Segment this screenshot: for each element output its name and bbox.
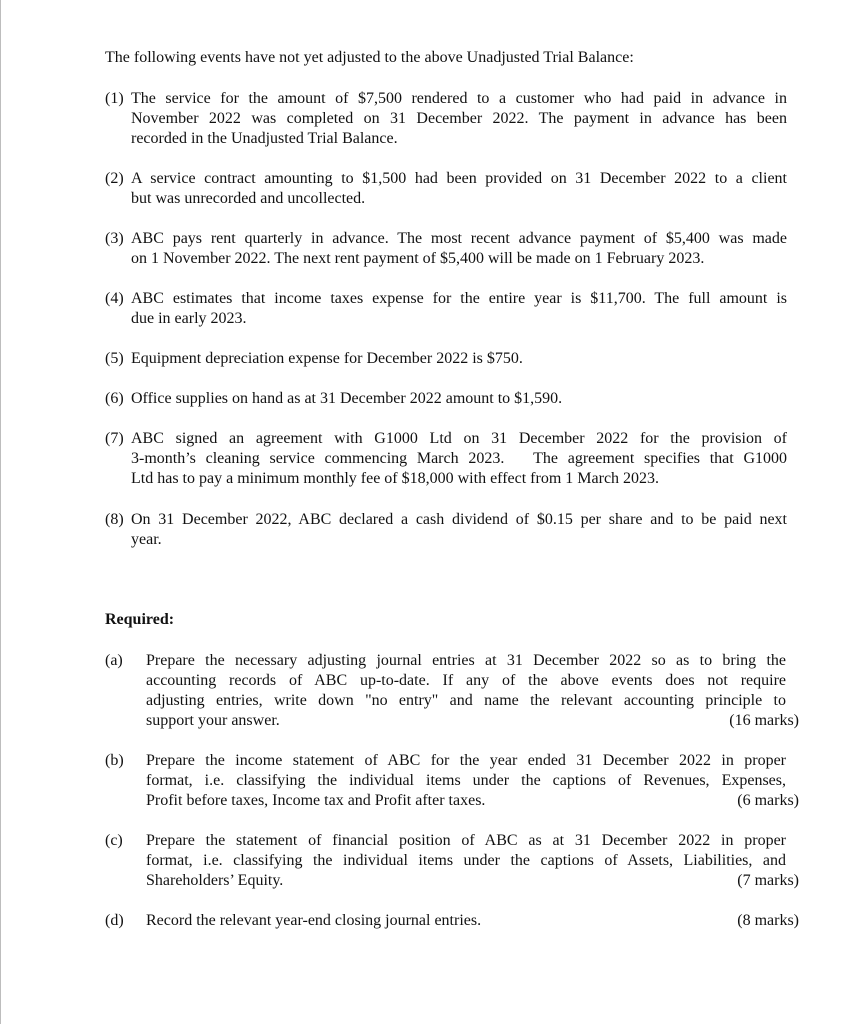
event-item-8 bbox=[105, 510, 787, 550]
event-line: Equipment depreciation expense for December 2022 is $750. bbox=[131, 350, 523, 367]
event-line: The service for the amount of $7,500 rendered to a customer who had paid in advance in bbox=[131, 90, 787, 107]
requirement-label: (b) bbox=[105, 752, 124, 769]
event-number: (1) bbox=[105, 90, 124, 107]
requirement-label: (d) bbox=[105, 912, 124, 929]
event-line: but was unrecorded and uncollected. bbox=[131, 190, 366, 207]
requirement-line: Prepare the statement of financial position of ABC as at 31 December 2022 in proper bbox=[146, 832, 786, 849]
event-line: due in early 2023. bbox=[131, 310, 247, 327]
event-number: (7) bbox=[105, 430, 124, 447]
event-number: (8) bbox=[105, 511, 124, 528]
event-line: On 31 December 2022, ABC declared a cash dividend of $0.15 per share and to be paid next bbox=[131, 511, 787, 528]
requirement-marks: (7 marks) bbox=[737, 872, 799, 889]
requirement-d bbox=[105, 911, 799, 931]
requirement-line: format, i.e. classifying the individual items under the captions of Revenues, Expenses, bbox=[146, 772, 786, 789]
requirement-a bbox=[105, 651, 799, 731]
requirement-line: Shareholders’ Equity. bbox=[146, 872, 284, 889]
requirement-b bbox=[105, 751, 799, 811]
requirement-line: accounting records of ABC up-to-date. If any of the above events does not require bbox=[146, 672, 786, 689]
event-line: 3-month’s cleaning service commencing March 2023. The agreement specifies that G1000 bbox=[131, 450, 787, 467]
event-line: Ltd has to pay a minimum monthly fee of $18,000 with effect from 1 March 2023. bbox=[131, 470, 660, 487]
event-number: (5) bbox=[105, 350, 124, 367]
requirement-line: Prepare the necessary adjusting journal entries at 31 December 2022 so as to bring the bbox=[146, 652, 786, 669]
event-item-3 bbox=[105, 229, 787, 269]
requirement-line: Prepare the income statement of ABC for the year ended 31 December 2022 in proper bbox=[146, 752, 786, 769]
event-number: (6) bbox=[105, 390, 124, 407]
requirement-marks: (16 marks) bbox=[729, 712, 799, 729]
event-line: A service contract amounting to $1,500 had been provided on 31 December 2022 to a client bbox=[131, 170, 787, 187]
requirement-marks: (8 marks) bbox=[737, 912, 799, 929]
event-line: ABC estimates that income taxes expense for the entire year is $11,700. The full amount is bbox=[131, 290, 787, 307]
event-number: (4) bbox=[105, 290, 124, 307]
event-item-1 bbox=[105, 89, 787, 149]
requirement-line: support your answer. bbox=[146, 712, 280, 729]
event-item-5 bbox=[105, 349, 787, 369]
event-line: recorded in the Unadjusted Trial Balance. bbox=[131, 130, 398, 147]
requirement-line: adjusting entries, write down "no entry" and name the relevant accounting principle to bbox=[146, 692, 786, 709]
event-item-2 bbox=[105, 169, 787, 209]
requirement-label: (a) bbox=[105, 652, 123, 669]
requirement-label: (c) bbox=[105, 832, 123, 849]
event-item-6 bbox=[105, 389, 787, 409]
event-item-4 bbox=[105, 289, 787, 329]
event-item-7 bbox=[105, 429, 787, 489]
required-heading: Required: bbox=[105, 611, 175, 628]
event-line: on 1 November 2022. The next rent payment of $5,400 will be made on 1 February 2023. bbox=[131, 250, 705, 267]
requirement-line: Profit before taxes, Income tax and Profit after taxes. bbox=[146, 792, 486, 809]
requirement-line: Record the relevant year-end closing journal entries. bbox=[146, 912, 482, 929]
event-number: (2) bbox=[105, 170, 124, 187]
requirement-line: format, i.e. classifying the individual items under the captions of Assets, Liabilities, and bbox=[146, 852, 786, 869]
event-line: Office supplies on hand as at 31 December 2022 amount to $1,590. bbox=[131, 390, 563, 407]
event-number: (3) bbox=[105, 230, 124, 247]
requirement-marks: (6 marks) bbox=[737, 792, 799, 809]
requirement-c bbox=[105, 831, 799, 891]
event-line: ABC signed an agreement with G1000 Ltd on 31 December 2022 for the provision of bbox=[131, 430, 787, 447]
intro-text: The following events have not yet adjusted to the above Unadjusted Trial Balance: bbox=[105, 49, 634, 66]
event-line: November 2022 was completed on 31 December 2022. The payment in advance has been bbox=[131, 110, 787, 127]
event-line: ABC pays rent quarterly in advance. The most recent advance payment of $5,400 was made bbox=[131, 230, 787, 247]
event-line: year. bbox=[131, 531, 162, 548]
